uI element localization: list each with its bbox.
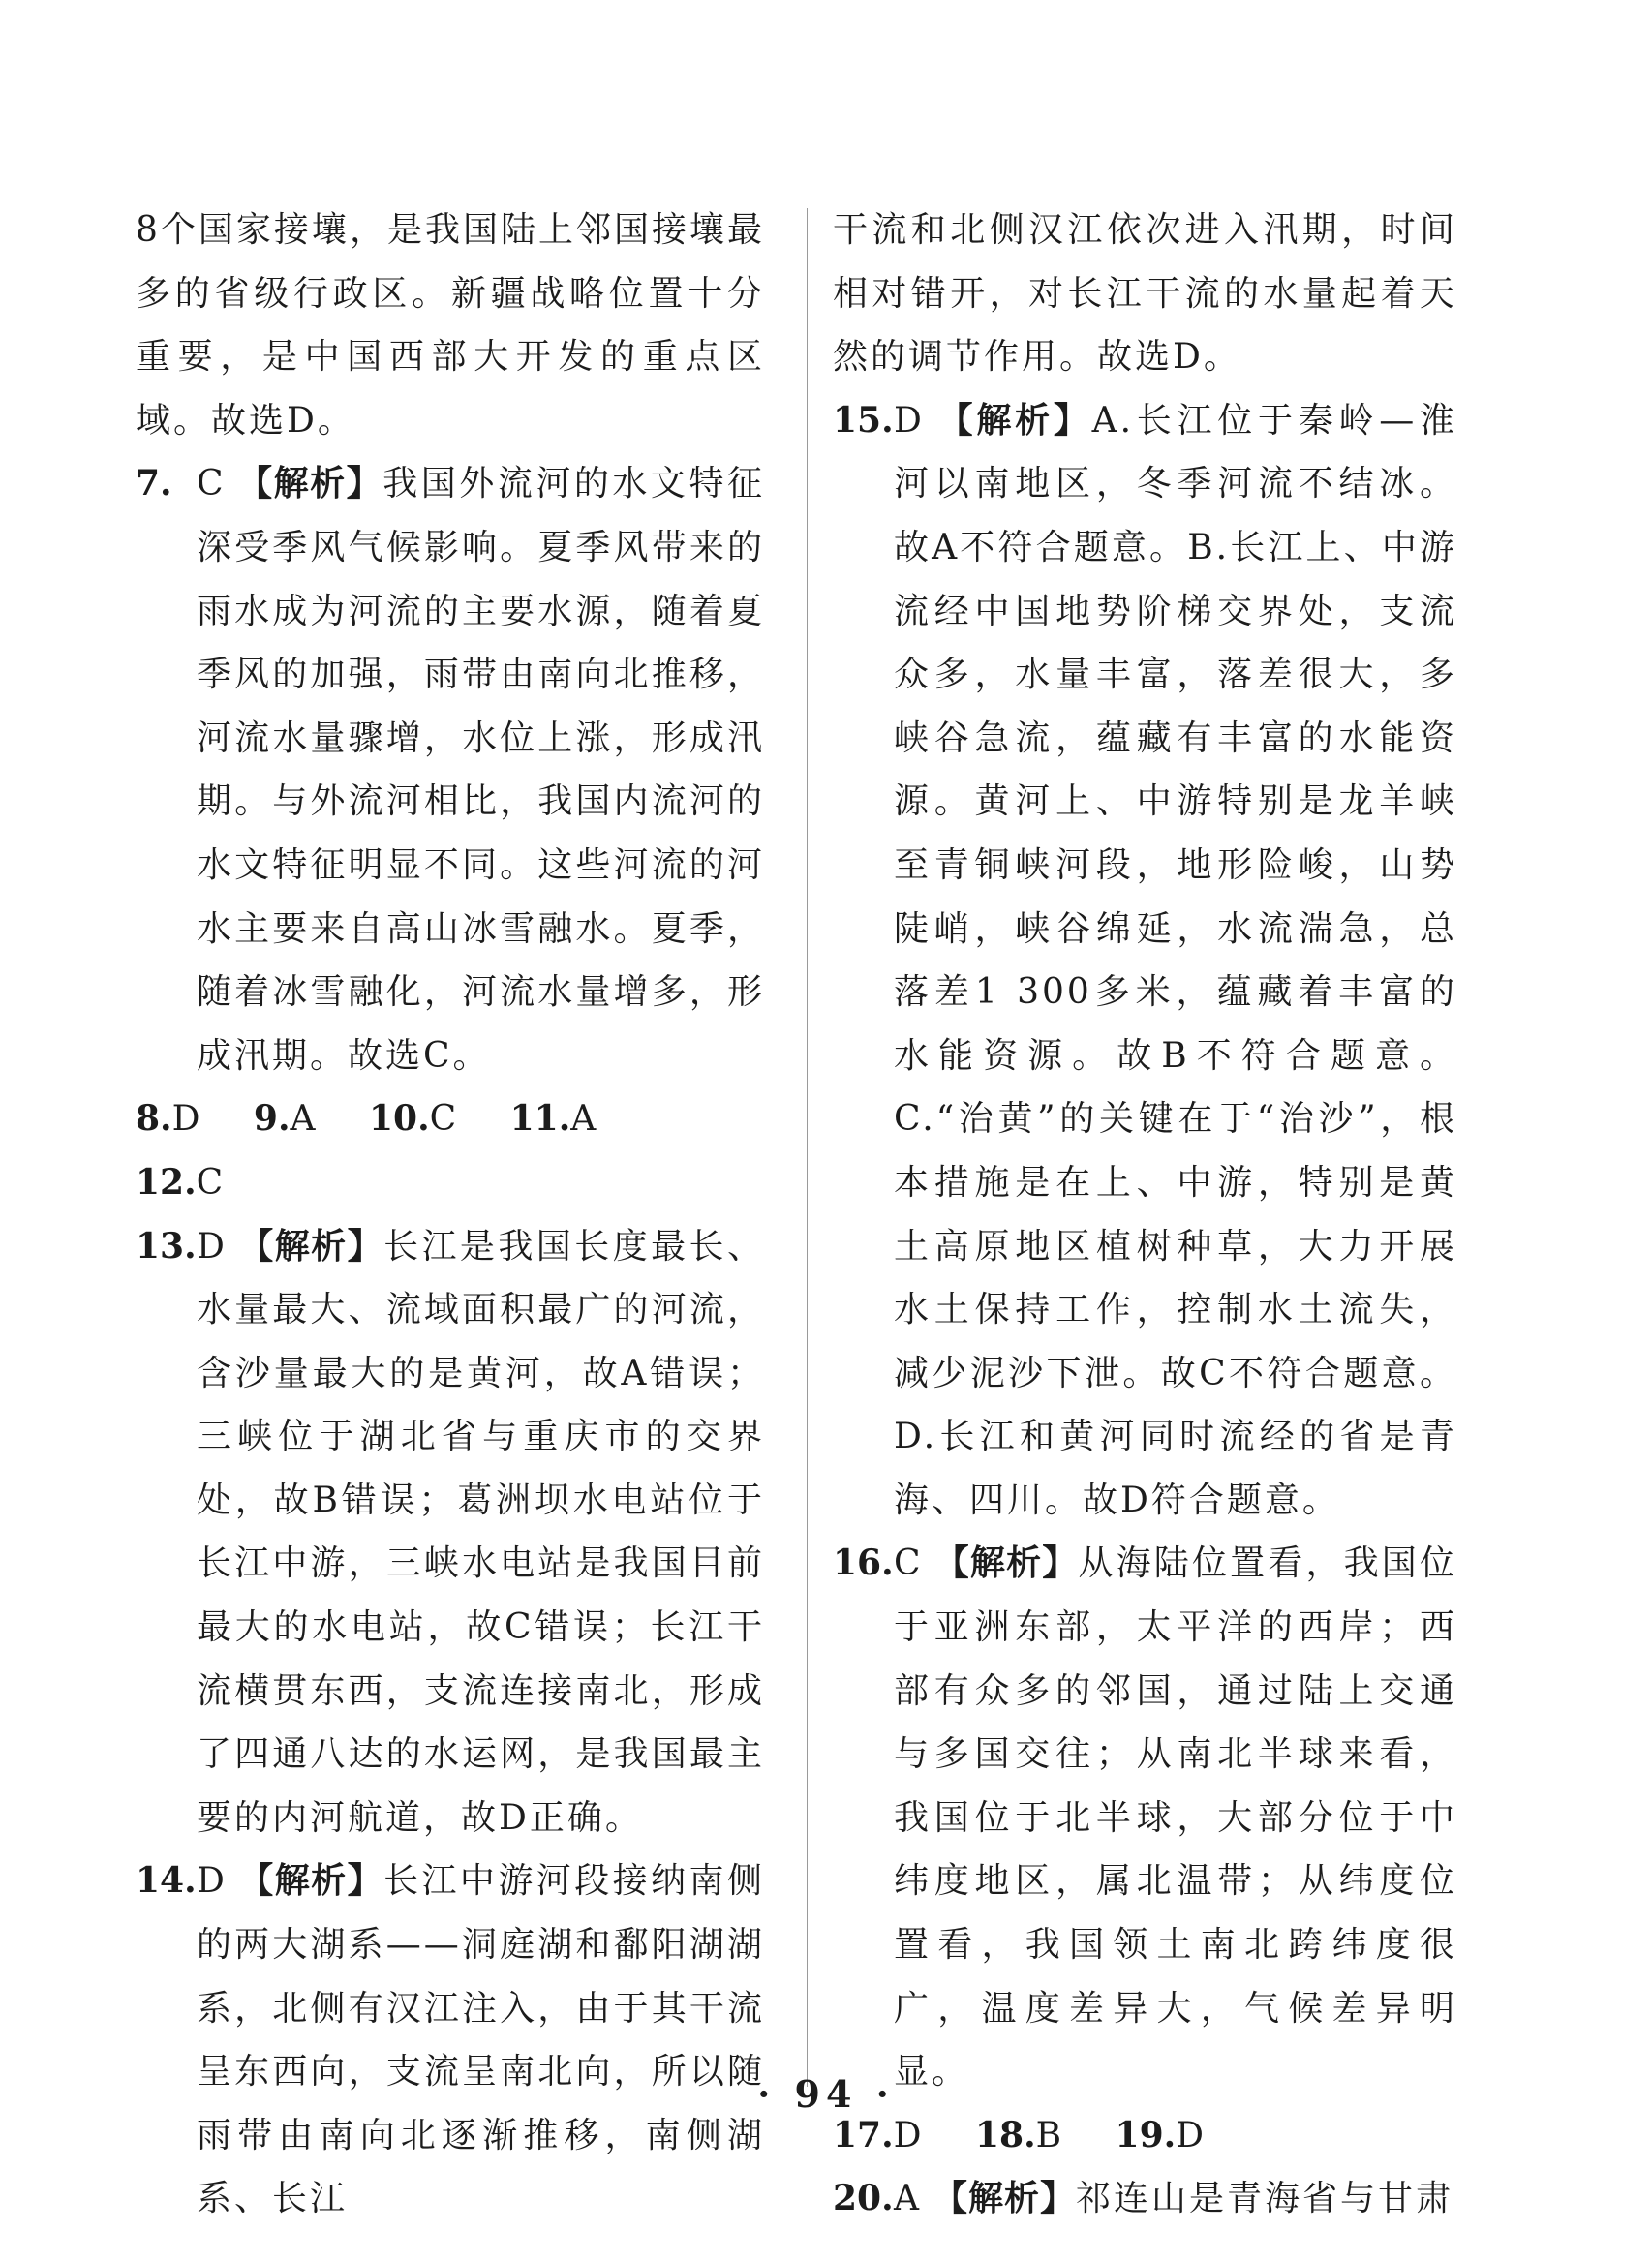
answer-letter: A (290, 1099, 316, 1140)
answer-letter: B (1035, 2115, 1062, 2155)
answer-13 (136, 1215, 765, 1850)
analysis-text: 长江中游河段接纳南侧的两大湖系——洞庭湖和鄱阳湖湖系，北侧有汉江注入，由于其干流呈东西向，支流呈南北向，所以随雨带由南向北逐渐推移，南侧湖系、长江 (197, 1861, 765, 2219)
answer-letter: C (429, 1099, 457, 1140)
analysis-tag: 【解析】 (237, 1225, 384, 1267)
answer-letter: C (894, 1543, 921, 1584)
question-number: 15. (833, 399, 894, 441)
analysis-text: 我国外流河的水文特征深受季风气候影响。夏季风带来的雨水成为河流的主要水源，随着夏季风的加强，雨带由南向北推移，河流水量骤增，水位上涨，形成汛期。与外流河相比，我国内流河的水文特征明显不同。这些河流的河水主要来自高山冰雪融水。夏季，随着冰雪融化，河流水量增多，形成汛期。故选C。 (197, 464, 765, 1076)
question-number: 18. (974, 2114, 1036, 2155)
page-number: · 94 · (757, 2072, 895, 2116)
answer-16 (833, 1532, 1457, 2103)
analysis-tag: 【解析】 (933, 2178, 1077, 2219)
answer-letter: C (196, 1162, 224, 1203)
analysis-text: 长江是我国长度最长、水量最大、流域面积最广的河流，含沙量最大的是黄河，故A错误；三峡位于湖北省与重庆市的交界处，故B错误；葛洲坝水电站位于长江中游，三峡水电站是我国目前最大的水电站，故C错误；长江干流横贯东西，支流连接南北，形成了四通八达的水运网，是我国最主要的内河航道，故D正确。 (197, 1226, 765, 1838)
question-number: 12. (136, 1161, 197, 1203)
answers-8-to-12 (136, 1087, 765, 1214)
answer-letter: D (894, 400, 922, 441)
question-number: 14. (136, 1860, 197, 1902)
answer-11 (510, 1087, 597, 1151)
analysis-tag: 【解析】 (933, 1543, 1079, 1584)
answer-12 (136, 1151, 223, 1215)
answer-letter: D (197, 1861, 225, 1902)
answer-letter: D (197, 1226, 225, 1267)
left-column (136, 199, 765, 2231)
answer-15 (833, 389, 1457, 1533)
question-number: 16. (833, 1543, 894, 1584)
answer-letter: D (893, 2115, 922, 2155)
answer-letter: D (1176, 2115, 1205, 2155)
answer-8 (136, 1087, 199, 1151)
analysis-text: 祁连山是青海省与甘肃 (1076, 2179, 1454, 2219)
question-number: 20. (833, 2178, 894, 2219)
answer-6-continuation: 8个国家接壤，是我国陆上邻国接壤最多的省级行政区。新疆战略位置十分重要，是中国西部大开发的重点区域。故选D。 (136, 210, 765, 441)
question-number: 8. (136, 1098, 172, 1140)
answer-9 (254, 1087, 316, 1151)
answer-letter: A (570, 1099, 597, 1140)
question-number: 13. (136, 1225, 197, 1267)
answer-20 (833, 2167, 1457, 2231)
answer-letter: A (894, 2179, 919, 2219)
answer-14 (136, 1849, 765, 2231)
answer-10 (369, 1087, 456, 1151)
analysis-tag: 【解析】 (237, 1860, 384, 1902)
right-column (833, 199, 1457, 2231)
analysis-text: A.长江位于秦岭—淮河以南地区，冬季河流不结冰。故A不符合题意。B.长江上、中游流经中国地势阶梯交界处，支流众多，水量丰富，落差很大，多峡谷急流，蕴藏有丰富的水能资源。黄河上、中游特别是龙羊峡至青铜峡河段，地形险峻，山势陡峭，峡谷绵延，水流湍急，总落差1 300多米，蕴藏着丰富的水能资源。故B不符合题意。C.“治黄”的关键在于“治沙”，根本措施是在上、中游，特别是黄土高原地区植树种草，大力开展水土保持工作，控制水土流失，减少泥沙下泄。故C不符合题意。D.长江和黄河同时流经的省是青海、四川。故D符合题意。 (894, 400, 1457, 1520)
analysis-text: 从海陆位置看，我国位于亚洲东部，太平洋的西岸；西部有众多的邻国，通过陆上交通与多国交往；从南北半球来看，我国位于北半球，大部分位于中纬度地区，属北温带；从纬度位置看，我国领土南北跨纬度很广，温度差异大，气候差异明显。 (894, 1543, 1457, 2093)
question-number: 17. (833, 2114, 894, 2155)
question-number: 11. (509, 1098, 571, 1140)
question-number: 19. (1115, 2114, 1177, 2155)
analysis-tag: 【解析】 (934, 399, 1092, 441)
answer-letter: C (197, 464, 224, 504)
answer-letter: D (171, 1099, 200, 1140)
analysis-tag: 【解析】 (236, 463, 383, 504)
question-number: 7. (136, 463, 172, 504)
question-number: 9. (253, 1098, 291, 1140)
column-divider (807, 208, 808, 2087)
question-number: 10. (368, 1098, 430, 1140)
answer-14-continuation: 干流和北侧汉江依次进入汛期，时间相对错开，对长江干流的水量起着天然的调节作用。故选D。 (833, 210, 1457, 378)
answer-7 (136, 452, 765, 1087)
